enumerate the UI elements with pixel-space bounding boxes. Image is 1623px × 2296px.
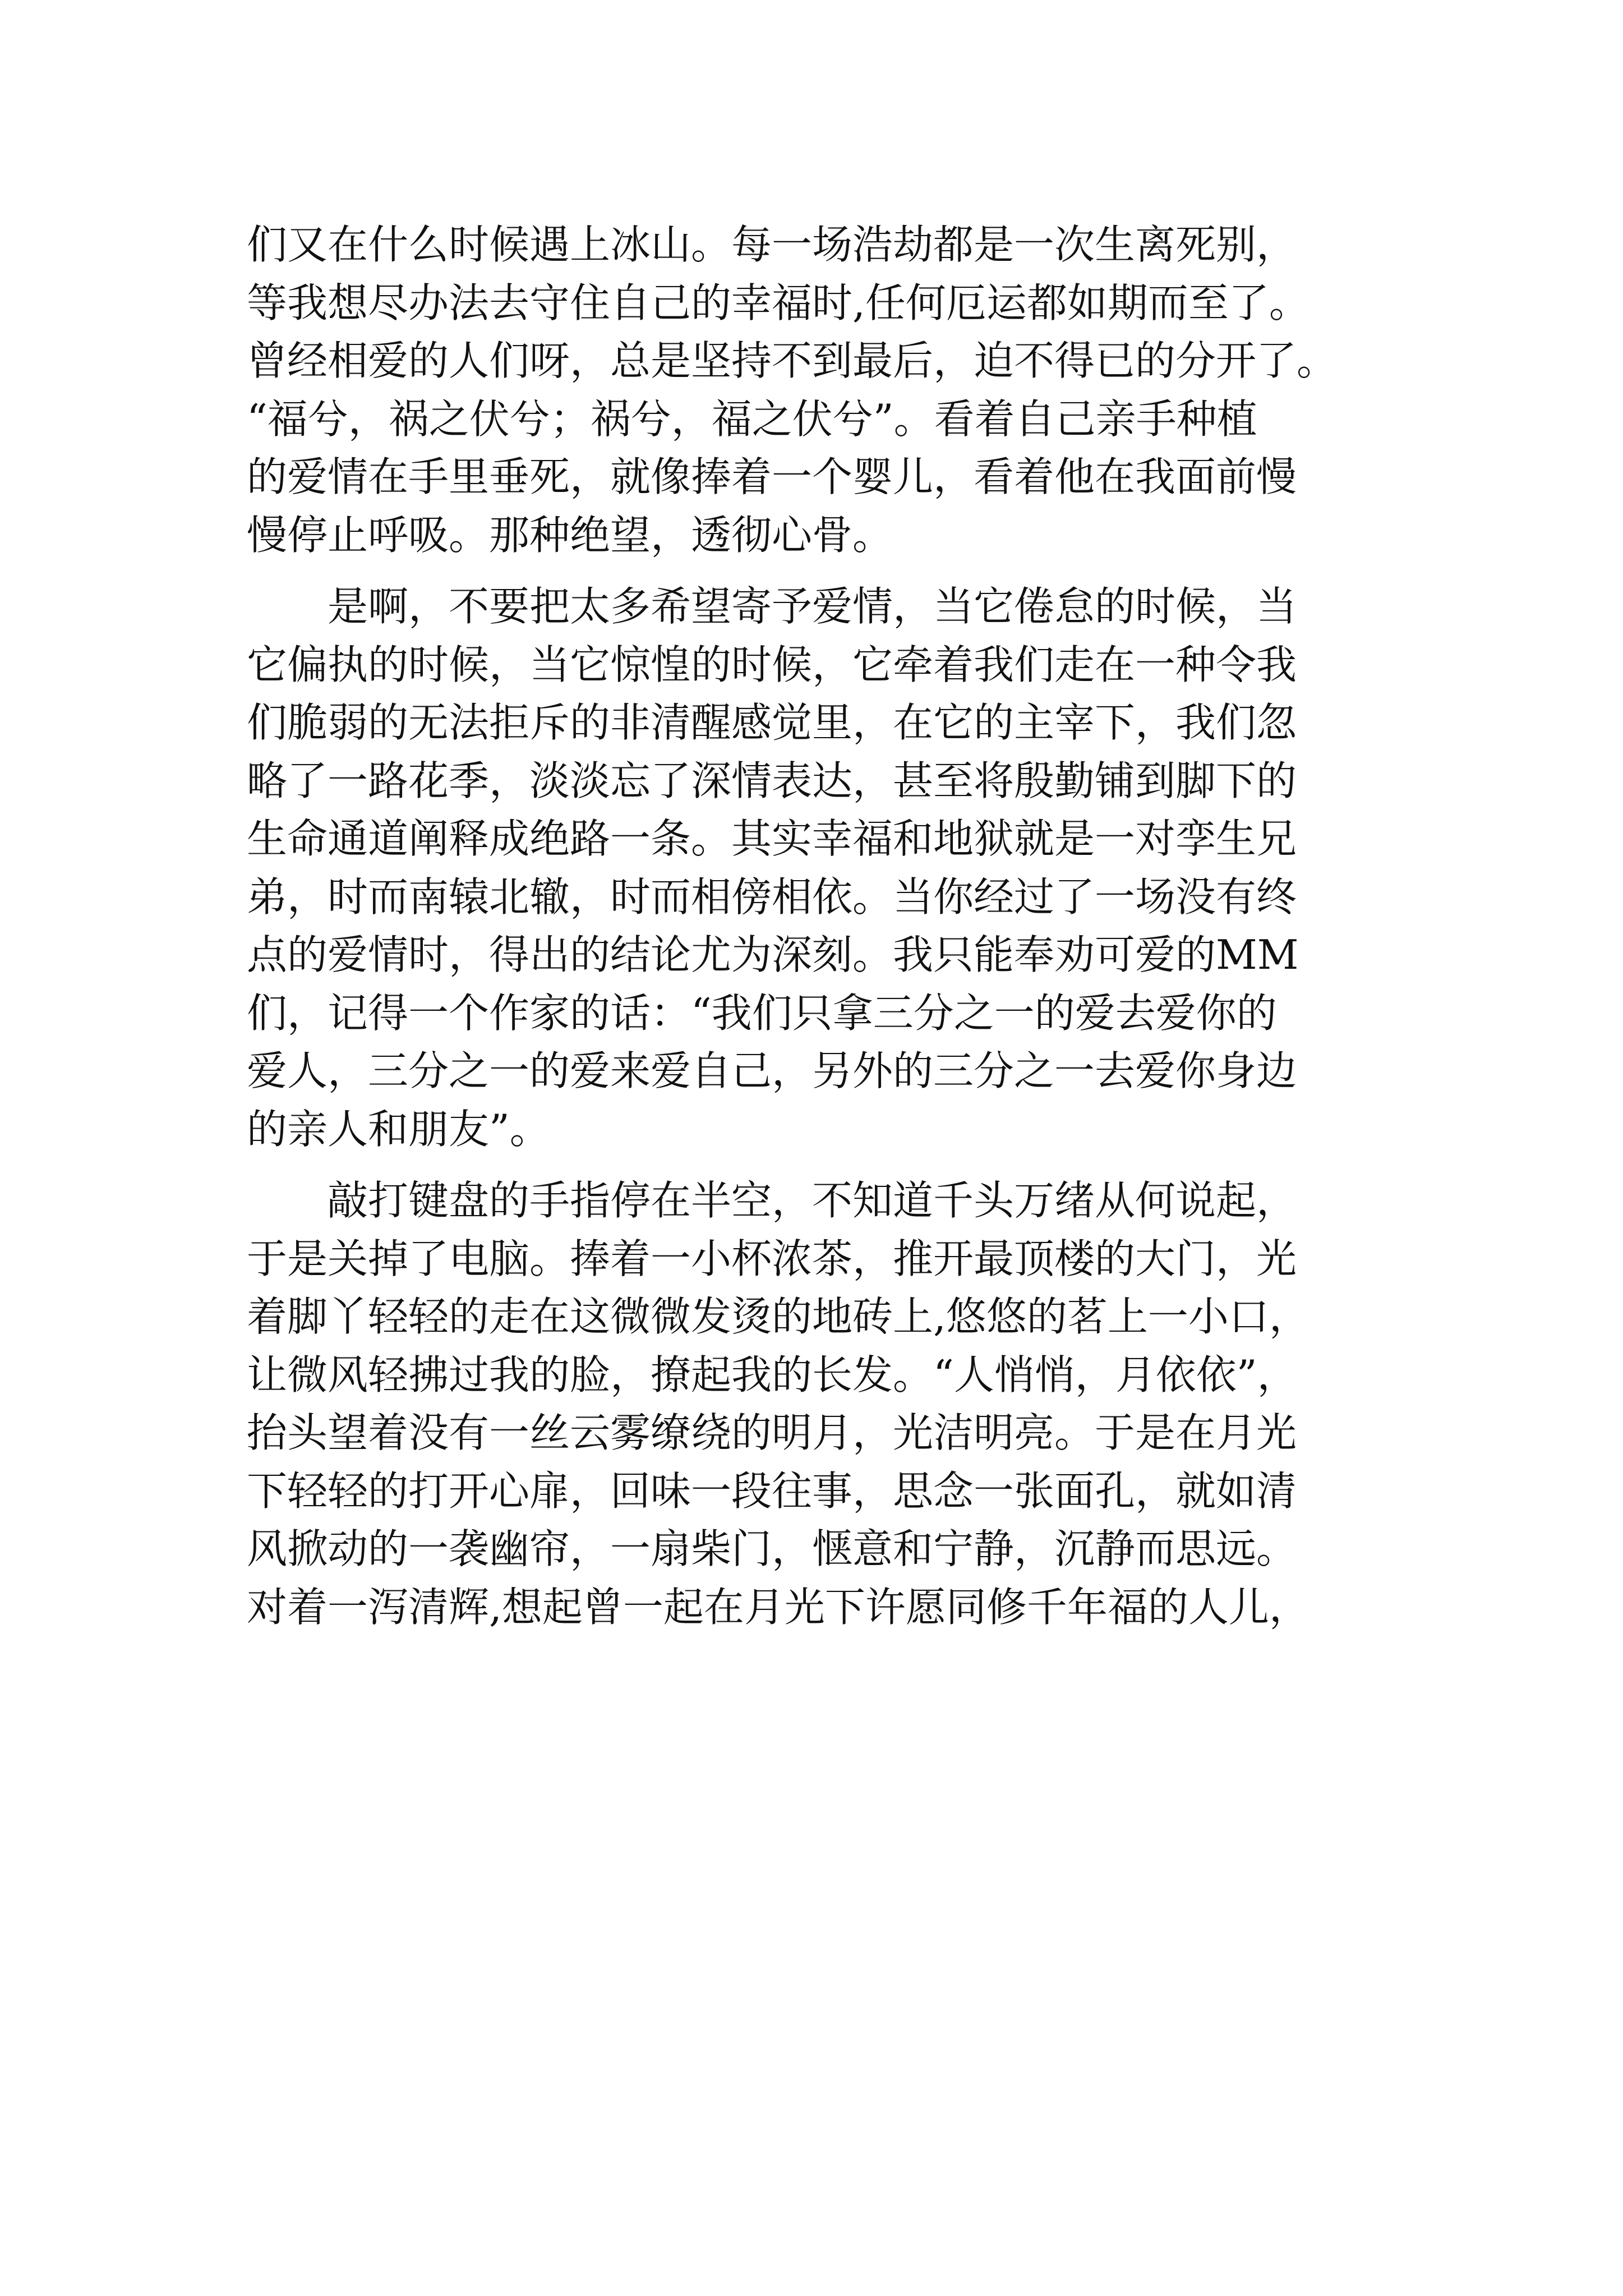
text-line: 它偏执的时候，当它惊惶的时候，它牵着我们走在一种令我 bbox=[247, 641, 1297, 688]
paragraph-1 bbox=[247, 216, 1436, 564]
text-line: 的亲人和朋友”。 bbox=[247, 1105, 550, 1153]
text-line: 的爱情在手里垂死，就像捧着一个婴儿，看着他在我面前慢 bbox=[247, 453, 1297, 500]
text-line: 们，记得一个作家的话：“我们只拿三分之一的爱去爱你的 bbox=[247, 989, 1277, 1037]
text-line: 敲打键盘的手指停在半空，不知道千头万绪从何说起， bbox=[247, 1177, 1297, 1224]
body-text bbox=[247, 216, 1436, 1636]
text-line: 等我想尽办法去守住自己的幸福时,任何厄运都如期而至了。 bbox=[247, 279, 1310, 326]
paragraph-spacing bbox=[247, 1158, 1436, 1172]
text-line: 着脚丫轻轻的走在这微微发烫的地砖上,悠悠的茗上一小口， bbox=[247, 1293, 1310, 1340]
text-line: 点的爱情时，得出的结论尤为深刻。我只能奉劝可爱的MM bbox=[247, 931, 1299, 978]
text-line: 弟，时而南辕北辙，时而相傍相依。当你经过了一场没有终 bbox=[247, 873, 1297, 921]
text-line: 慢停止呼吸。那种绝望，透彻心骨。 bbox=[247, 511, 893, 559]
text-line: 爱人，三分之一的爱来爱自己，另外的三分之一去爱你身边 bbox=[247, 1047, 1297, 1094]
text-line: 略了一路花季，淡淡忘了深情表达，甚至将殷勤铺到脚下的 bbox=[247, 757, 1297, 804]
text-line: 于是关掉了电脑。捧着一小杯浓茶，推开最顶楼的大门，光 bbox=[247, 1235, 1297, 1282]
text-line: 们脆弱的无法拒斥的非清醒感觉里，在它的主宰下，我们忽 bbox=[247, 699, 1297, 746]
text-line: 让微风轻拂过我的脸，撩起我的长发。“人悄悄，月依依”， bbox=[247, 1351, 1298, 1398]
paragraph-3 bbox=[247, 1172, 1436, 1636]
text-line: 下轻轻的打开心扉，回味一段往事，思念一张面孔，就如清 bbox=[247, 1467, 1297, 1515]
text-line: 生命通道阐释成绝路一条。其实幸福和地狱就是一对孪生兄 bbox=[247, 815, 1297, 862]
text-line: 风掀动的一袭幽帘，一扇柴门，惬意和宁静，沉静而思远。 bbox=[247, 1525, 1297, 1572]
text-line: 是啊，不要把太多希望寄予爱情，当它倦怠的时候，当 bbox=[247, 583, 1297, 630]
text-line: 们又在什么时候遇上冰山。每一场浩劫都是一次生离死别， bbox=[247, 221, 1297, 268]
text-line: “福兮，祸之伏兮；祸兮，福之伏兮”。看着自己亲手种植 bbox=[247, 395, 1257, 443]
text-line: 对着一泻清辉,想起曾一起在月光下许愿同修千年福的人儿， bbox=[247, 1583, 1310, 1631]
paragraph-spacing bbox=[247, 564, 1436, 578]
text-line: 抬头望着没有一丝云雾缭绕的明月，光洁明亮。于是在月光 bbox=[247, 1409, 1297, 1456]
paragraph-2 bbox=[247, 578, 1436, 1158]
text-line: 曾经相爱的人们呀，总是坚持不到最后，迫不得已的分开了。 bbox=[247, 337, 1338, 384]
